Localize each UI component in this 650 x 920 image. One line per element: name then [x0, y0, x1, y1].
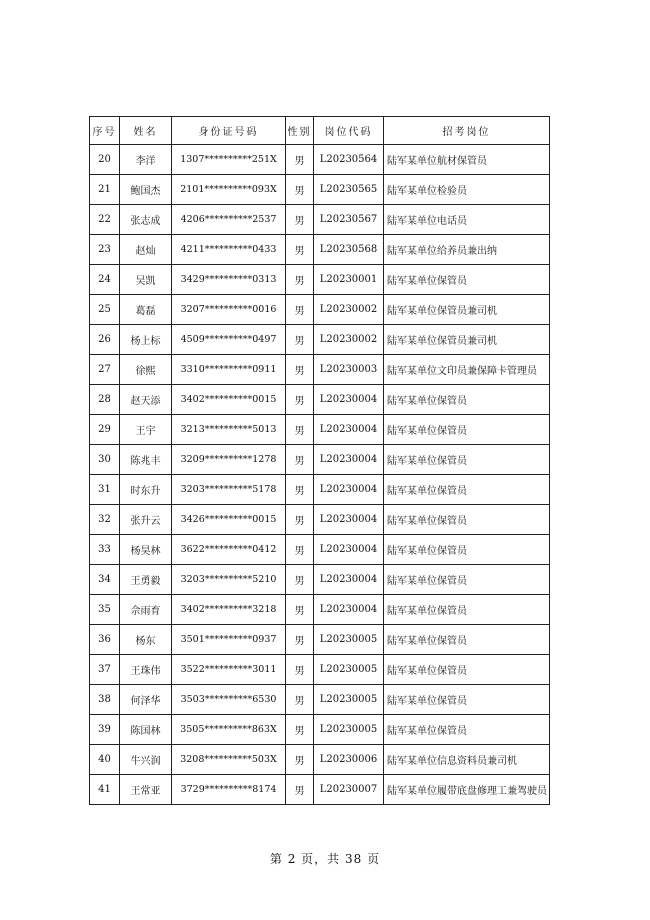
cell-post-code: L20230567	[314, 205, 384, 235]
table-row	[90, 685, 550, 715]
cell-gender: 男	[286, 235, 314, 265]
cell-name: 王珠伟	[120, 655, 172, 685]
cell-gender: 男	[286, 655, 314, 685]
cell-id-number: 3429**********0313	[172, 265, 286, 295]
cell-name: 牛兴润	[120, 745, 172, 775]
cell-post-code: L20230005	[314, 655, 384, 685]
table-row	[90, 415, 550, 445]
table-row	[90, 775, 550, 805]
cell-post: 陆军某单位保管员	[384, 415, 550, 445]
cell-name: 何泽华	[120, 685, 172, 715]
cell-gender: 男	[286, 175, 314, 205]
table-body	[90, 145, 550, 805]
cell-name: 杨上标	[120, 325, 172, 355]
cell-name: 时东升	[120, 475, 172, 505]
cell-post: 陆军某单位检验员	[384, 175, 550, 205]
cell-gender: 男	[286, 415, 314, 445]
cell-name: 赵灿	[120, 235, 172, 265]
cell-seq: 25	[90, 295, 120, 325]
cell-gender: 男	[286, 475, 314, 505]
header-code: 岗位代码	[314, 117, 384, 145]
cell-name: 葛磊	[120, 295, 172, 325]
cell-seq: 22	[90, 205, 120, 235]
cell-id-number: 4211**********0433	[172, 235, 286, 265]
cell-post-code: L20230005	[314, 685, 384, 715]
table-row	[90, 175, 550, 205]
cell-post: 陆军某单位保管员	[384, 595, 550, 625]
cell-seq: 23	[90, 235, 120, 265]
header-seq: 序号	[90, 117, 120, 145]
cell-post: 陆军某单位保管员	[384, 385, 550, 415]
cell-post: 陆军某单位保管员兼司机	[384, 295, 550, 325]
cell-name: 张志成	[120, 205, 172, 235]
cell-post: 陆军某单位保管员	[384, 715, 550, 745]
cell-seq: 21	[90, 175, 120, 205]
cell-post-code: L20230006	[314, 745, 384, 775]
cell-post-code: L20230004	[314, 385, 384, 415]
table-row	[90, 355, 550, 385]
cell-post-code: L20230005	[314, 625, 384, 655]
cell-post: 陆军某单位航材保管员	[384, 145, 550, 175]
table-row	[90, 325, 550, 355]
cell-seq: 29	[90, 415, 120, 445]
cell-id-number: 3426**********0015	[172, 505, 286, 535]
cell-name: 徐熙	[120, 355, 172, 385]
cell-post: 陆军某单位履带底盘修理工兼驾驶员	[384, 775, 550, 805]
cell-post-code: L20230564	[314, 145, 384, 175]
cell-seq: 26	[90, 325, 120, 355]
cell-post: 陆军某单位保管员	[384, 625, 550, 655]
cell-post: 陆军某单位保管员	[384, 685, 550, 715]
cell-id-number: 3729**********8174	[172, 775, 286, 805]
page-number: 第 2 页，共 38 页	[269, 852, 381, 866]
cell-post: 陆军某单位保管员	[384, 565, 550, 595]
cell-seq: 37	[90, 655, 120, 685]
cell-name: 王宇	[120, 415, 172, 445]
cell-name: 王常亚	[120, 775, 172, 805]
table-row	[90, 265, 550, 295]
cell-name: 张升云	[120, 505, 172, 535]
cell-gender: 男	[286, 505, 314, 535]
table-row	[90, 205, 550, 235]
cell-id-number: 3213**********5013	[172, 415, 286, 445]
table-header	[90, 117, 550, 145]
cell-seq: 24	[90, 265, 120, 295]
cell-seq: 30	[90, 445, 120, 475]
cell-id-number: 4509**********0497	[172, 325, 286, 355]
cell-seq: 20	[90, 145, 120, 175]
cell-gender: 男	[286, 685, 314, 715]
table-row	[90, 535, 550, 565]
cell-gender: 男	[286, 745, 314, 775]
cell-post: 陆军某单位保管员	[384, 265, 550, 295]
cell-id-number: 3522**********3011	[172, 655, 286, 685]
table-row	[90, 235, 550, 265]
cell-post-code: L20230565	[314, 175, 384, 205]
cell-seq: 41	[90, 775, 120, 805]
header-id: 身份证号码	[172, 117, 286, 145]
cell-gender: 男	[286, 385, 314, 415]
cell-post: 陆军某单位保管员	[384, 445, 550, 475]
cell-post: 陆军某单位保管员	[384, 535, 550, 565]
candidate-table	[89, 116, 550, 805]
cell-gender: 男	[286, 325, 314, 355]
cell-gender: 男	[286, 145, 314, 175]
cell-gender: 男	[286, 775, 314, 805]
cell-id-number: 3503**********6530	[172, 685, 286, 715]
cell-seq: 28	[90, 385, 120, 415]
cell-id-number: 3505**********863X	[172, 715, 286, 745]
cell-post-code: L20230003	[314, 355, 384, 385]
cell-name: 陈国林	[120, 715, 172, 745]
cell-seq: 38	[90, 685, 120, 715]
cell-name: 赵天添	[120, 385, 172, 415]
cell-id-number: 3402**********3218	[172, 595, 286, 625]
cell-post: 陆军某单位保管员	[384, 505, 550, 535]
cell-gender: 男	[286, 565, 314, 595]
table-row	[90, 145, 550, 175]
table-row	[90, 505, 550, 535]
header-row	[90, 117, 550, 145]
cell-seq: 31	[90, 475, 120, 505]
cell-gender: 男	[286, 265, 314, 295]
cell-post-code: L20230568	[314, 235, 384, 265]
cell-seq: 39	[90, 715, 120, 745]
cell-gender: 男	[286, 535, 314, 565]
cell-name: 杨东	[120, 625, 172, 655]
cell-gender: 男	[286, 595, 314, 625]
cell-seq: 35	[90, 595, 120, 625]
cell-id-number: 3622**********0412	[172, 535, 286, 565]
cell-post: 陆军某单位保管员兼司机	[384, 325, 550, 355]
cell-id-number: 3402**********0015	[172, 385, 286, 415]
cell-post-code: L20230004	[314, 475, 384, 505]
cell-post-code: L20230002	[314, 325, 384, 355]
cell-post-code: L20230002	[314, 295, 384, 325]
header-post: 招考岗位	[384, 117, 550, 145]
cell-id-number: 3203**********5178	[172, 475, 286, 505]
cell-id-number: 3203**********5210	[172, 565, 286, 595]
table-row	[90, 385, 550, 415]
cell-name: 李洋	[120, 145, 172, 175]
cell-seq: 27	[90, 355, 120, 385]
table-row	[90, 565, 550, 595]
cell-name: 佘雨育	[120, 595, 172, 625]
cell-gender: 男	[286, 355, 314, 385]
cell-seq: 33	[90, 535, 120, 565]
cell-post-code: L20230004	[314, 535, 384, 565]
cell-name: 吴凯	[120, 265, 172, 295]
cell-name: 杨昊林	[120, 535, 172, 565]
table-row	[90, 445, 550, 475]
cell-name: 陈兆丰	[120, 445, 172, 475]
table-row	[90, 625, 550, 655]
table-row	[90, 475, 550, 505]
cell-post: 陆军某单位保管员	[384, 475, 550, 505]
cell-post-code: L20230004	[314, 415, 384, 445]
cell-post-code: L20230005	[314, 715, 384, 745]
cell-seq: 40	[90, 745, 120, 775]
table-row	[90, 595, 550, 625]
cell-id-number: 1307**********251X	[172, 145, 286, 175]
cell-gender: 男	[286, 205, 314, 235]
cell-gender: 男	[286, 445, 314, 475]
header-gender: 性别	[286, 117, 314, 145]
cell-post: 陆军某单位文印员兼保障卡管理员	[384, 355, 550, 385]
cell-id-number: 3208**********503X	[172, 745, 286, 775]
cell-name: 鲍国杰	[120, 175, 172, 205]
cell-id-number: 3310**********0911	[172, 355, 286, 385]
cell-post: 陆军某单位电话员	[384, 205, 550, 235]
cell-gender: 男	[286, 625, 314, 655]
cell-post-code: L20230004	[314, 595, 384, 625]
cell-gender: 男	[286, 295, 314, 325]
cell-post-code: L20230007	[314, 775, 384, 805]
table-row	[90, 745, 550, 775]
cell-seq: 32	[90, 505, 120, 535]
cell-id-number: 3207**********0016	[172, 295, 286, 325]
cell-post-code: L20230001	[314, 265, 384, 295]
cell-post: 陆军某单位保管员	[384, 655, 550, 685]
cell-id-number: 2101**********093X	[172, 175, 286, 205]
header-name: 姓名	[120, 117, 172, 145]
cell-post-code: L20230004	[314, 565, 384, 595]
cell-id-number: 4206**********2537	[172, 205, 286, 235]
cell-id-number: 3501**********0937	[172, 625, 286, 655]
table-row	[90, 715, 550, 745]
cell-post: 陆军某单位信息资料员兼司机	[384, 745, 550, 775]
cell-post-code: L20230004	[314, 505, 384, 535]
table-row	[90, 295, 550, 325]
table-row	[90, 655, 550, 685]
cell-seq: 36	[90, 625, 120, 655]
cell-seq: 34	[90, 565, 120, 595]
cell-id-number: 3209**********1278	[172, 445, 286, 475]
cell-gender: 男	[286, 715, 314, 745]
cell-name: 王勇毅	[120, 565, 172, 595]
cell-post-code: L20230004	[314, 445, 384, 475]
cell-post: 陆军某单位给养员兼出纳	[384, 235, 550, 265]
